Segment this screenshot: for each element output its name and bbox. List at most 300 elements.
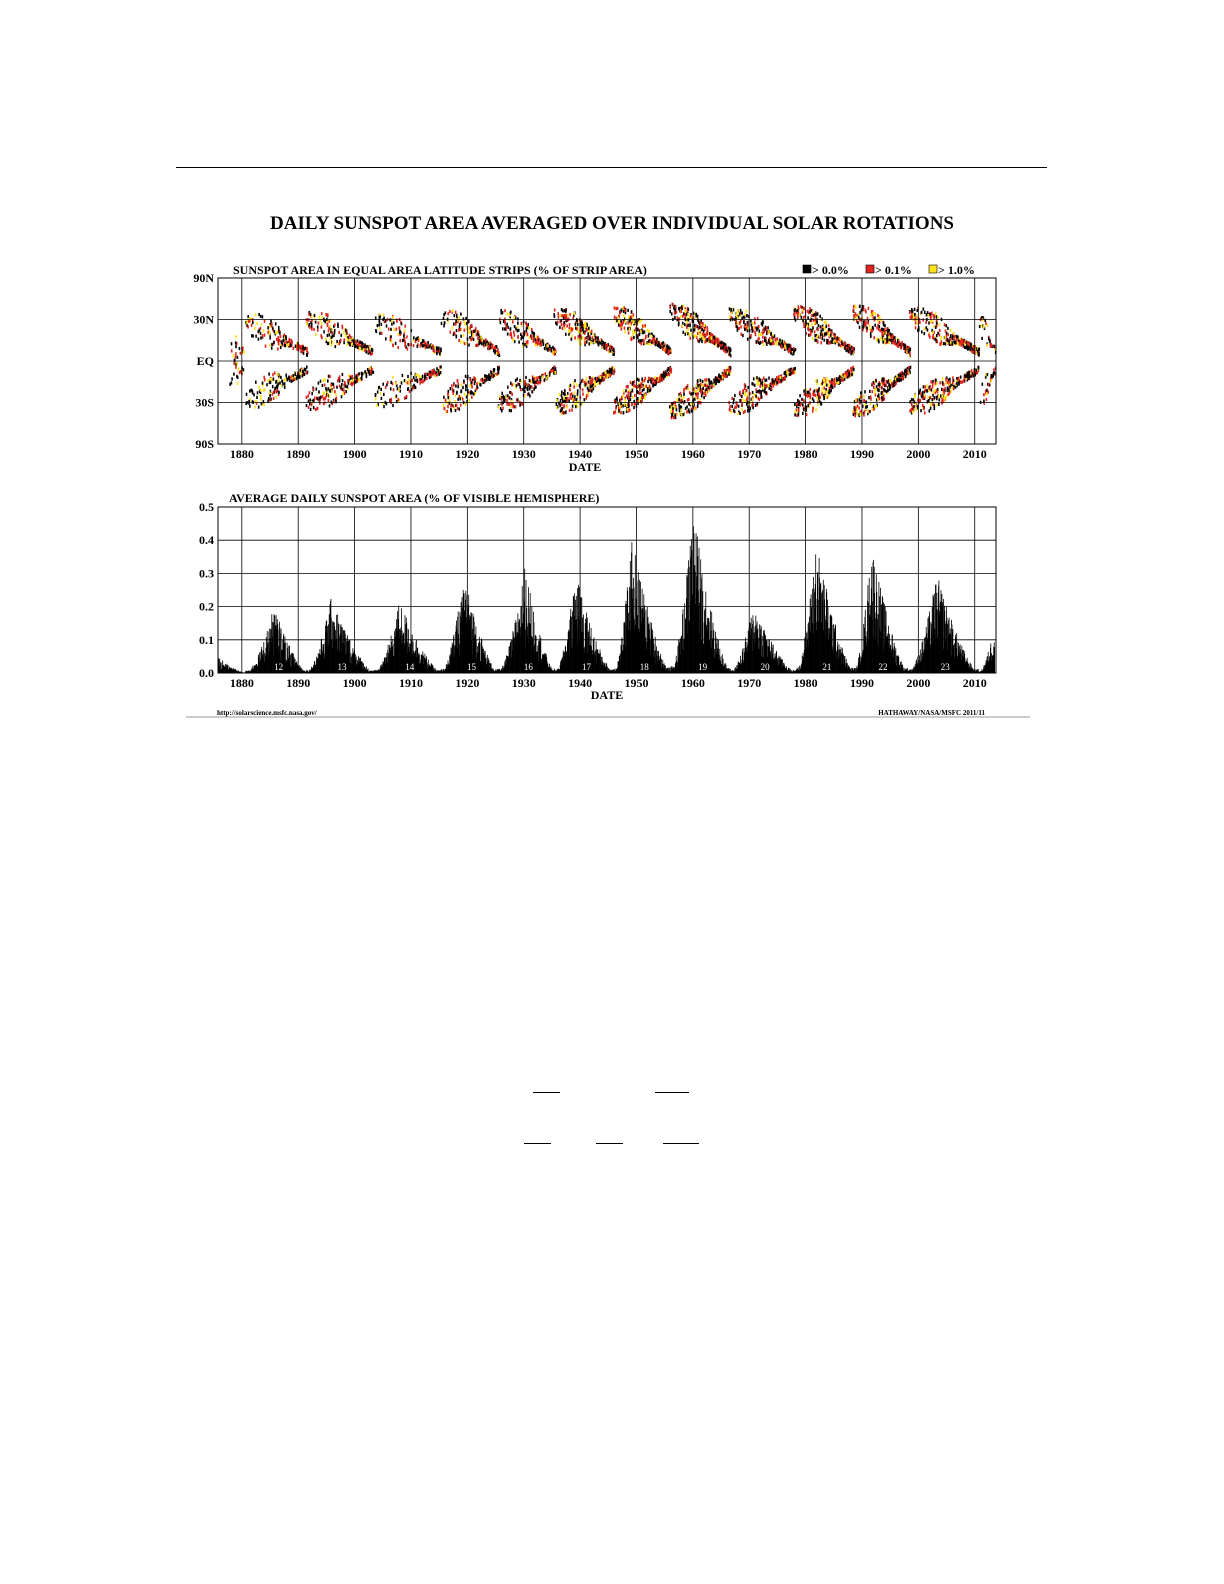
- north-wing: [853, 305, 912, 358]
- butterfly-mark: [950, 329, 952, 332]
- butterfly-mark: [343, 388, 345, 391]
- butterfly-mark: [366, 372, 368, 375]
- butterfly-mark: [501, 409, 503, 412]
- butterfly-mark: [469, 327, 471, 330]
- butterfly-mark: [634, 380, 636, 383]
- butterfly-mark: [661, 374, 663, 377]
- butterfly-mark: [527, 333, 529, 336]
- butterfly-mark: [686, 405, 688, 408]
- butterfly-mark: [584, 398, 586, 401]
- butterfly-mark: [458, 339, 460, 342]
- butterfly-mark: [838, 381, 840, 384]
- butterfly-mark: [262, 382, 264, 385]
- butterfly-mark: [747, 393, 749, 396]
- butterfly-mark: [842, 379, 844, 382]
- butterfly-mark: [812, 410, 814, 413]
- butterfly-mark: [644, 324, 646, 327]
- butterfly-mark: [613, 366, 615, 369]
- butterfly-mark: [644, 331, 646, 334]
- butterfly-mark: [693, 387, 695, 390]
- butterfly-mark: [280, 335, 282, 338]
- butterfly-mark: [306, 404, 308, 407]
- butterfly-mark: [582, 327, 584, 330]
- butterfly-mark: [631, 403, 633, 406]
- butterfly-mark: [306, 353, 308, 356]
- butterfly-mark: [764, 390, 766, 393]
- butterfly-mark: [631, 337, 633, 340]
- butterfly-mark: [671, 312, 673, 315]
- butterfly-mark: [648, 330, 650, 333]
- butterfly-mark: [288, 339, 290, 342]
- butterfly-mark: [334, 323, 336, 326]
- butterfly-mark: [593, 387, 595, 390]
- butterfly-mark: [582, 393, 584, 396]
- butterfly-mark: [280, 346, 282, 349]
- butterfly-mark: [282, 339, 284, 342]
- butterfly-mark: [251, 324, 253, 327]
- butterfly-mark: [753, 377, 755, 380]
- butterfly-mark: [562, 327, 564, 330]
- butterfly-mark: [653, 341, 655, 344]
- butterfly-mark: [730, 367, 732, 370]
- butterfly-mark: [535, 385, 537, 388]
- butterfly-mark: [349, 339, 351, 342]
- butterfly-mark: [296, 348, 298, 351]
- butterfly-mark: [925, 389, 927, 392]
- butterfly-mark: [932, 331, 934, 334]
- butterfly-mark: [503, 395, 505, 398]
- butterfly-mark: [501, 398, 503, 401]
- butterfly-mark: [560, 314, 562, 317]
- north-wing: [909, 307, 980, 357]
- butterfly-mark: [814, 330, 816, 333]
- butterfly-mark: [406, 395, 408, 398]
- butterfly-mark: [933, 314, 935, 317]
- butterfly-mark: [828, 324, 830, 327]
- butterfly-mark: [393, 328, 395, 331]
- butterfly-mark: [936, 382, 938, 385]
- butterfly-mark: [762, 386, 764, 389]
- butterfly-mark: [822, 387, 824, 390]
- butterfly-mark: [519, 386, 521, 389]
- butterfly-mark: [872, 326, 874, 329]
- butterfly-mark: [299, 345, 301, 348]
- butterfly-mark: [609, 371, 611, 374]
- butterfly-mark: [939, 329, 941, 332]
- butterfly-mark: [715, 379, 717, 382]
- butterfly-mark: [396, 395, 398, 398]
- butterfly-mark: [911, 313, 913, 316]
- butterfly-mark: [905, 370, 907, 373]
- butterfly-mark: [422, 375, 424, 378]
- butterfly-mark: [236, 362, 238, 365]
- butterfly-mark: [332, 340, 334, 343]
- butterfly-mark: [309, 326, 311, 329]
- butterfly-mark: [315, 333, 317, 336]
- butterfly-mark: [288, 377, 290, 380]
- legend-label: > 0.0%: [812, 263, 849, 277]
- butterfly-mark: [729, 307, 731, 310]
- butterfly-mark: [742, 399, 744, 402]
- butterfly-mark: [645, 335, 647, 338]
- butterfly-mark: [277, 347, 279, 350]
- butterfly-mark: [701, 394, 703, 397]
- butterfly-mark: [632, 396, 634, 399]
- butterfly-mark: [521, 335, 523, 338]
- butterfly-mark: [950, 390, 952, 393]
- butterfly-mark: [682, 413, 684, 416]
- butterfly-mark: [978, 366, 980, 369]
- butterfly-mark: [930, 315, 932, 318]
- butterfly-mark: [456, 329, 458, 332]
- butterfly-mark: [872, 390, 874, 393]
- butterfly-mark: [627, 327, 629, 330]
- butterfly-mark: [615, 407, 617, 410]
- butterfly-mark: [714, 336, 716, 339]
- butterfly-mark: [642, 389, 644, 392]
- south-wing: [613, 366, 672, 415]
- butterfly-mark: [559, 404, 561, 407]
- butterfly-mark: [511, 383, 513, 386]
- butterfly-mark: [953, 332, 955, 335]
- butterfly-mark: [824, 332, 826, 335]
- butterfly-mark: [564, 309, 566, 312]
- butterfly-mark: [327, 334, 329, 337]
- butterfly-mark: [385, 337, 387, 340]
- butterfly-mark: [747, 397, 749, 400]
- butterfly-mark: [586, 328, 588, 331]
- butterfly-mark: [246, 321, 248, 324]
- butterfly-mark: [729, 408, 731, 411]
- butterfly-mark: [705, 394, 707, 397]
- butterfly-mark: [294, 378, 296, 381]
- butterfly-mark: [260, 315, 262, 318]
- butterfly-mark: [853, 309, 855, 312]
- butterfly-mark: [709, 382, 711, 385]
- butterfly-mark: [709, 379, 711, 382]
- butterfly-mark: [799, 394, 801, 397]
- butterfly-mark: [760, 390, 762, 393]
- butterfly-mark: [736, 405, 738, 408]
- butterfly-mark: [491, 371, 493, 374]
- butterfly-mark: [306, 347, 308, 350]
- butterfly-mark: [801, 398, 803, 401]
- butterfly-mark: [539, 376, 541, 379]
- butterfly-mark: [390, 387, 392, 390]
- butterfly-mark: [703, 330, 705, 333]
- butterfly-mark: [493, 374, 495, 377]
- butterfly-mark: [776, 343, 778, 346]
- butterfly-mark: [963, 340, 965, 343]
- butterfly-mark: [669, 349, 671, 352]
- butterfly-mark: [617, 307, 619, 310]
- butterfly-mark: [544, 378, 546, 381]
- butterfly-mark: [947, 338, 949, 341]
- butterfly-mark: [444, 321, 446, 324]
- butterfly-mark: [699, 338, 701, 341]
- butterfly-mark: [695, 396, 697, 399]
- butterfly-mark: [267, 331, 269, 334]
- butterfly-mark: [313, 406, 315, 409]
- butterfly-mark: [819, 396, 821, 399]
- butterfly-mark: [485, 338, 487, 341]
- butterfly-mark: [933, 391, 935, 394]
- butterfly-mark: [647, 380, 649, 383]
- butterfly-mark: [684, 323, 686, 326]
- butterfly-mark: [697, 379, 699, 382]
- butterfly-mark: [319, 402, 321, 405]
- butterfly-mark: [683, 393, 685, 396]
- butterfly-mark: [419, 378, 421, 381]
- butterfly-mark: [869, 390, 871, 393]
- butterfly-mark: [308, 406, 310, 409]
- butterfly-mark: [737, 329, 739, 332]
- butterfly-mark: [270, 381, 272, 384]
- butterfly-mark: [679, 317, 681, 320]
- butterfly-mark: [402, 339, 404, 342]
- butterfly-mark: [679, 409, 681, 412]
- butterfly-mark: [834, 383, 836, 386]
- butterfly-mark: [818, 392, 820, 395]
- butterfly-mark: [630, 318, 632, 321]
- butterfly-mark: [640, 400, 642, 403]
- butterfly-mark: [278, 391, 280, 394]
- butterfly-mark: [404, 344, 406, 347]
- butterfly-mark: [320, 380, 322, 383]
- butterfly-mark: [607, 374, 609, 377]
- butterfly-mark: [469, 331, 471, 334]
- butterfly-mark: [317, 329, 319, 332]
- butterfly-mark: [956, 335, 958, 338]
- butterfly-mark: [648, 340, 650, 343]
- butterfly-mark: [780, 376, 782, 379]
- butterfly-mark: [915, 326, 917, 329]
- butterfly-mark: [702, 391, 704, 394]
- butterfly-mark: [831, 378, 833, 381]
- butterfly-mark: [243, 368, 245, 371]
- butterfly-mark: [407, 381, 409, 384]
- butterfly-mark: [936, 322, 938, 325]
- butterfly-mark: [566, 317, 568, 320]
- butterfly-mark: [865, 309, 867, 312]
- butterfly-mark: [358, 372, 360, 375]
- butterfly-mark: [347, 338, 349, 341]
- butterfly-mark: [761, 333, 763, 336]
- butterfly-mark: [392, 376, 394, 379]
- butterfly-mark: [440, 347, 442, 350]
- butterfly-mark: [456, 335, 458, 338]
- butterfly-mark: [341, 395, 343, 398]
- butterfly-mark: [883, 322, 885, 325]
- butterfly-mark: [639, 392, 641, 395]
- butterfly-mark: [731, 397, 733, 400]
- butterfly-mark: [728, 367, 730, 370]
- butterfly-mark: [428, 373, 430, 376]
- butterfly-mark: [589, 337, 591, 340]
- butterfly-mark: [679, 395, 681, 398]
- butterfly-mark: [691, 332, 693, 335]
- butterfly-mark: [548, 374, 550, 377]
- butterfly-mark: [557, 312, 559, 315]
- butterfly-mark: [455, 409, 457, 412]
- butterfly-mark: [759, 398, 761, 401]
- butterfly-mark: [497, 371, 499, 374]
- butterfly-mark: [857, 413, 859, 416]
- butterfly-mark: [517, 317, 519, 320]
- butterfly-mark: [397, 346, 399, 349]
- butterfly-mark: [369, 346, 371, 349]
- butterfly-mark: [322, 384, 324, 387]
- butterfly-mark: [683, 312, 685, 315]
- butterfly-mark: [696, 314, 698, 317]
- butterfly-mark: [426, 377, 428, 380]
- butterfly-mark: [231, 377, 233, 380]
- butterfly-mark: [826, 332, 828, 335]
- butterfly-mark: [502, 327, 504, 330]
- butterfly-mark: [519, 379, 521, 382]
- butterfly-mark: [882, 328, 884, 331]
- butterfly-mark: [553, 313, 555, 316]
- butterfly-mark: [315, 320, 317, 323]
- butterfly-mark: [637, 397, 639, 400]
- butterfly-mark: [931, 312, 933, 315]
- butterfly-mark: [659, 344, 661, 347]
- butterfly-mark: [736, 401, 738, 404]
- butterfly-mark: [277, 373, 279, 376]
- butterfly-mark: [451, 384, 453, 387]
- butterfly-mark: [407, 343, 409, 346]
- butterfly-mark: [690, 314, 692, 317]
- butterfly-mark: [438, 369, 440, 372]
- butterfly-mark: [397, 387, 399, 390]
- butterfly-mark: [277, 330, 279, 333]
- butterfly-mark: [479, 341, 481, 344]
- butterfly-mark: [764, 339, 766, 342]
- butterfly-mark: [392, 316, 394, 319]
- butterfly-mark: [357, 379, 359, 382]
- butterfly-mark: [379, 327, 381, 330]
- butterfly-mark: [314, 314, 316, 317]
- butterfly-mark: [873, 312, 875, 315]
- butterfly-mark: [392, 404, 394, 407]
- butterfly-mark: [328, 375, 330, 378]
- butterfly-mark: [341, 383, 343, 386]
- butterfly-mark: [945, 378, 947, 381]
- butterfly-mark: [740, 325, 742, 328]
- butterfly-mark: [445, 399, 447, 402]
- butterfly-mark: [588, 389, 590, 392]
- butterfly-mark: [471, 324, 473, 327]
- butterfly-mark: [830, 334, 832, 337]
- butterfly-mark: [716, 378, 718, 381]
- butterfly-mark: [576, 327, 578, 330]
- butterfly-mark: [688, 308, 690, 311]
- butterfly-mark: [673, 404, 675, 407]
- butterfly-mark: [427, 341, 429, 344]
- butterfly-mark: [791, 369, 793, 372]
- butterfly-mark: [499, 395, 501, 398]
- butterfly-mark: [347, 379, 349, 382]
- butterfly-mark: [629, 328, 631, 331]
- butterfly-mark: [586, 340, 588, 343]
- butterfly-mark: [625, 309, 627, 312]
- butterfly-mark: [741, 395, 743, 398]
- butterfly-mark: [741, 312, 743, 315]
- butterfly-mark: [511, 393, 513, 396]
- butterfly-mark: [595, 383, 597, 386]
- butterfly-mark: [534, 378, 536, 381]
- butterfly-mark: [891, 382, 893, 385]
- butterfly-mark: [834, 380, 836, 383]
- butterfly-mark: [829, 328, 831, 331]
- butterfly-mark: [345, 334, 347, 337]
- butterfly-mark: [291, 380, 293, 383]
- butterfly-mark: [689, 333, 691, 336]
- butterfly-mark: [966, 345, 968, 348]
- butterfly-mark: [937, 403, 939, 406]
- butterfly-mark: [605, 371, 607, 374]
- butterfly-mark: [813, 314, 815, 317]
- butterfly-mark: [510, 409, 512, 412]
- butterfly-mark: [859, 398, 861, 401]
- butterfly-mark: [707, 330, 709, 333]
- butterfly-mark: [752, 391, 754, 394]
- butterfly-mark: [739, 391, 741, 394]
- butterfly-mark: [943, 342, 945, 345]
- butterfly-mark: [272, 385, 274, 388]
- butterfly-mark: [561, 323, 563, 326]
- butterfly-mark: [717, 345, 719, 348]
- butterfly-mark: [350, 380, 352, 383]
- butterfly-mark: [953, 337, 955, 340]
- butterfly-mark: [525, 376, 527, 379]
- butterfly-mark: [651, 335, 653, 338]
- butterfly-mark: [674, 414, 676, 417]
- butterfly-mark: [450, 409, 452, 412]
- butterfly-mark: [610, 349, 612, 352]
- butterfly-mark: [528, 327, 530, 330]
- butterfly-mark: [347, 385, 349, 388]
- butterfly-mark: [422, 344, 424, 347]
- butterfly-mark: [452, 326, 454, 329]
- butterfly-mark: [878, 383, 880, 386]
- butterfly-mark: [365, 345, 367, 348]
- butterfly-mark: [757, 390, 759, 393]
- butterfly-mark: [424, 341, 426, 344]
- butterfly-mark: [392, 344, 394, 347]
- butterfly-mark: [574, 391, 576, 394]
- butterfly-mark: [556, 403, 558, 406]
- butterfly-mark: [270, 394, 272, 397]
- butterfly-mark: [704, 378, 706, 381]
- butterfly-mark: [276, 396, 278, 399]
- butterfly-mark: [855, 316, 857, 319]
- butterfly-mark: [809, 310, 811, 313]
- butterfly-mark: [527, 340, 529, 343]
- butterfly-mark: [774, 334, 776, 337]
- butterfly-mark: [879, 325, 881, 328]
- butterfly-mark: [689, 411, 691, 414]
- butterfly-mark: [755, 333, 757, 336]
- butterfly-mark: [573, 382, 575, 385]
- butterfly-mark: [708, 386, 710, 389]
- butterfly-mark: [533, 388, 535, 391]
- butterfly-mark: [361, 372, 363, 375]
- butterfly-mark: [747, 386, 749, 389]
- butterfly-mark: [381, 332, 383, 335]
- butterfly-mark: [907, 372, 909, 375]
- butterfly-mark: [789, 373, 791, 376]
